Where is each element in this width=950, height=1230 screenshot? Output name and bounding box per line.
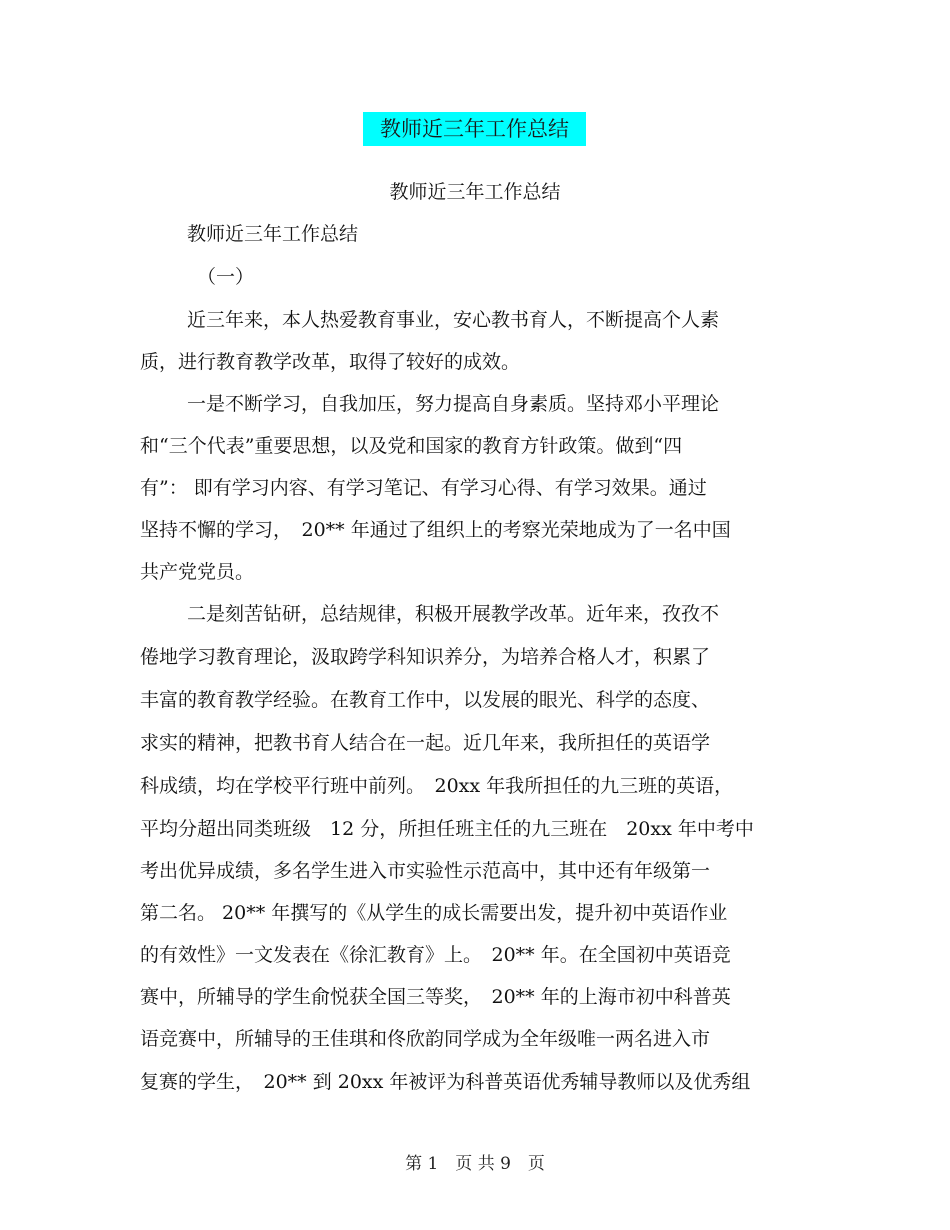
document-title: 教师近三年工作总结 [363,112,586,146]
paragraph-line: 二是刻苦钻研，总结规律，积极开展教学改革。近年来，孜孜不 [187,603,720,625]
paragraph-line: 平均分超出同类班级 12 分，所担任班主任的九三班在 20xx 年中考中 [140,818,754,840]
paragraph-line: 丰富的教育教学经验。在教育工作中，以发展的眼光、科学的态度、 [140,689,711,711]
paragraph-line: 和“三个代表”重要思想，以及党和国家的教育方针政策。做到“四 [140,435,683,457]
paragraph-line: 科成绩，均在学校平行班中前列。 20xx 年我所担任的九三班的英语， [140,775,734,797]
paragraph-line: 一是不断学习，自我加压，努力提高自身素质。坚持邓小平理论 [187,393,720,415]
paragraph-line: 求实的精神，把教书育人结合在一起。近几年来，我所担任的英语学 [140,732,711,754]
paragraph-line: 倦地学习教育理论，汲取跨学科知识养分，为培养合格人才，积累了 [140,646,711,668]
paragraph-line: 考出优异成绩，多名学生进入市实验性示范高中，其中还有年级第一 [140,860,711,882]
paragraph-line: 复赛的学生， 20** 到 20xx 年被评为科普英语优秀辅导教师以及优秀组 [140,1071,751,1093]
paragraph-line: 第二名。 20** 年撰写的《从学生的成长需要出发，提升初中英语作业 [140,902,728,924]
paragraph-line: 共产党党员。 [140,561,255,583]
paragraph-line: 质，进行教育教学改革，取得了较好的成效。 [140,351,521,373]
paragraph-line: 语竞赛中，所辅导的王佳琪和佟欣韵同学成为全年级唯一两名进入市 [140,1028,711,1050]
section-marker: （一） [197,266,255,288]
paragraph-line: 近三年来，本人热爱教育事业，安心教书育人，不断提高个人素 [187,309,720,331]
section-heading: 教师近三年工作总结 [187,223,359,245]
page-footer: 第 1 页 共 9 页 [405,1154,545,1174]
paragraph-line: 的有效性》一文发表在《徐汇教育》上。 20** 年。在全国初中英语竞 [140,944,731,966]
document-subtitle: 教师近三年工作总结 [389,181,561,203]
paragraph-line: 有”： 即有学习内容、有学习笔记、有学习心得、有学习效果。通过 [140,477,707,499]
paragraph-line: 坚持不懈的学习， 20** 年通过了组织上的考察光荣地成为了一名中国 [140,519,731,541]
paragraph-line: 赛中，所辅导的学生俞悦获全国三等奖， 20** 年的上海市初中科普英 [140,986,731,1008]
